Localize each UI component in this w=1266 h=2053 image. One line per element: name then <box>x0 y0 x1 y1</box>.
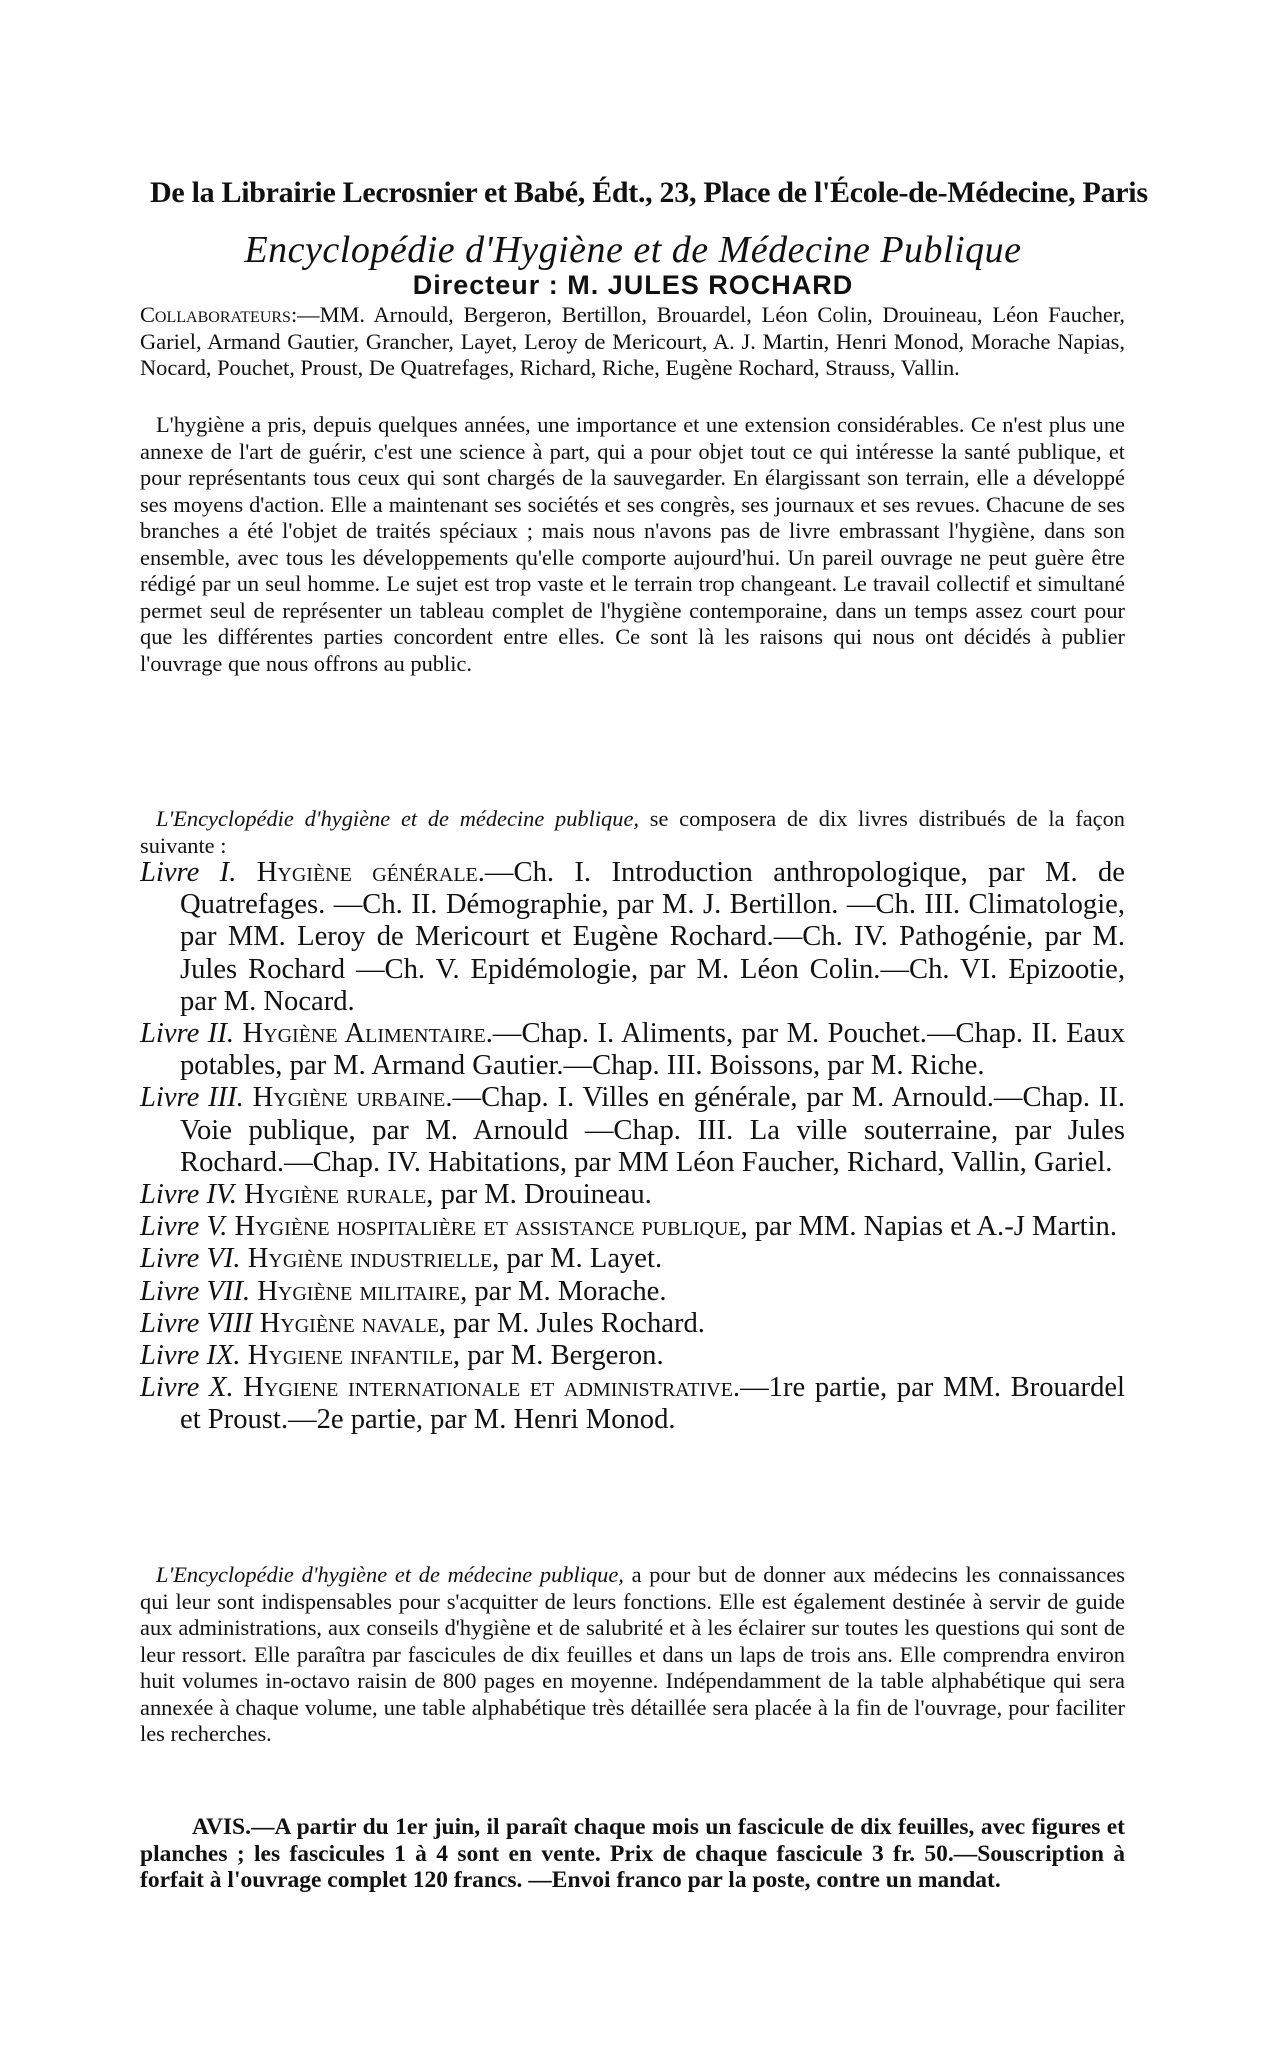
book-theme: Hygiène Alimentaire. <box>242 1018 493 1050</box>
encyclopedia-title-inline: L'Encyclopédie d'hygiène et de médecine publique, <box>156 1562 624 1587</box>
intro-text: L'hygiène a pris, depuis quelques années, une importance et une extension considérables. Ce n'est plus une annexe de l'art de guérir, c'est une science à part, qui a pour objet tout ce qui intéresse la santé publique, et pour représentants tous ceux qui sont chargés de la sauvegarder. En élargissant son terrain, elle a développé ses moyens d'action. Elle a maintenant ses sociétés et ses congrès, ses journaux et ses revues. Chacune de ses branches a été l'objet de traités spéciaux ; mais nous n'avons pas de livre embrassant l'hygiène, dans son ensemble, avec tous les développements qu'elle comporte aujourd'hui. Un pareil ouvrage ne peut guère être rédigé par un seul homme. Le sujet est trop vaste et le terrain trop changeant. Le travail collectif et simultané permet seul de représenter un tableau complet de l'hygiène contemporaine, dans un temps assez court pour que les différentes parties concordent entre elles. Ce sont là les raisons qui nous ont décidés à publier l'ouvrage que nous offrons au public. <box>140 412 1125 676</box>
book-theme: Hygiène hospitalière et assistance publique, <box>234 1211 748 1243</box>
book-theme: Hygiene internationale et administrative. <box>243 1372 741 1404</box>
book-number: Livre X. <box>140 1372 234 1404</box>
book-number: Livre III. <box>140 1082 244 1114</box>
book-contents: par M. Morache. <box>467 1275 667 1307</box>
book-theme: Hygiene infantile, <box>247 1340 461 1372</box>
book-contents: —Chap. I. Aliments, par M. Pouchet.—Chap. II. Eaux potables, par M. Armand Gautier.—Chap. III. Boissons, par M. Riche. <box>180 1018 1125 1082</box>
book-contents: —1re partie, par MM. Brouardel et Proust.—2e partie, par M. Henri Monod. <box>180 1372 1126 1436</box>
director-line: Directeur : M. JULES ROCHARD <box>412 270 854 300</box>
book-theme: Hygiène industrielle, <box>247 1243 500 1275</box>
distribution-text: se composera de dix livres distribués de la façon suivante : <box>140 806 1125 858</box>
book-contents: par M. Layet. <box>499 1243 663 1275</box>
book-contents: par M. Drouineau. <box>433 1179 652 1211</box>
list-item <box>140 1372 1125 1436</box>
book-theme: Hygiène rurale, <box>244 1179 434 1211</box>
encyclopedia-title-inline: L'Encyclopédie d'hygiène et de médecine publique, <box>156 806 639 831</box>
distribution-paragraph <box>140 806 1125 859</box>
book-number: Livre VIII <box>140 1307 253 1339</box>
book-contents: par MM. Napias et A.-J Martin. <box>747 1211 1117 1243</box>
list-item <box>140 1276 1125 1308</box>
publisher-line: De la Librairie Lecrosnier et Babé, Édt., 23, Place de l'École-de-Médecine, Paris <box>150 176 1148 209</box>
book-number: Livre I. <box>140 857 237 888</box>
book-contents: —Chap. I. Villes en générale, par M. Arnould.—Chap. II. Voie publique, par M. Arnould —Chap. III. La ville souterraine, par Jules Rochard.—Chap. IV. Habitations, par MM Léon Faucher, Richard, Vallin, Gariel. <box>180 1082 1125 1178</box>
list-item <box>140 1211 1125 1243</box>
book-theme: Hygiène urbaine. <box>252 1082 453 1114</box>
book-contents: —Ch. I. Introduction anthropologique, par M. de Quatrefages. —Ch. II. Démographie, par M. J. Bertillon. —Ch. III. Climatologie, par MM. Leroy de Mericourt et Eugène Rochard.—Ch. IV. Pathogénie, par M. Jules Rochard —Ch. V. Epidémologie, par M. Léon Colin.—Ch. VI. Epizootie, par M. Nocard. <box>180 857 1125 1017</box>
book-theme: Hygiène militaire, <box>257 1275 468 1307</box>
avis-text: AVIS.—A partir du 1er juin, il paraît chaque mois un fascicule de dix feuilles, avec figures et planches ; les fascicules 1 à 4 sont en vente. Prix de chaque fascicule 3 fr. 50.—Souscription à forfait à l'ouvrage complet 120 francs. —Envoi franco par la poste, contre un mandat. <box>140 1814 1125 1893</box>
list-item <box>140 857 1125 1018</box>
intro-paragraph <box>140 412 1125 677</box>
list-item <box>140 1308 1125 1340</box>
avis-notice <box>140 1814 1125 1894</box>
list-item <box>140 1082 1125 1179</box>
collaborators-list: —MM. Arnould, Bergeron, Bertillon, Brouardel, Léon Colin, Drouineau, Léon Faucher, Gariel, Armand Gautier, Grancher, Layet, Leroy de Mericourt, A. J. Martin, Henri Monod, Morache Napias, Nocard, Pouchet, Proust, De Quatrefages, Richard, Riche, Eugène Rochard, Strauss, Vallin. <box>140 302 1125 380</box>
book-number: Livre IX. <box>140 1340 241 1372</box>
list-item <box>140 1243 1125 1275</box>
list-item <box>140 1179 1125 1211</box>
list-item <box>140 1340 1125 1372</box>
book-theme: Hygiène générale. <box>256 857 485 888</box>
list-item <box>140 1018 1125 1082</box>
purpose-paragraph <box>140 1562 1125 1748</box>
collaborators-label: Collaborateurs: <box>140 302 298 327</box>
book-contents: par M. Jules Rochard. <box>446 1307 705 1339</box>
book-theme: Hygiène navale, <box>259 1307 447 1339</box>
book-number: Livre VI. <box>140 1243 241 1275</box>
book-number: Livre V. <box>140 1211 228 1243</box>
book-number: Livre IV. <box>140 1179 237 1211</box>
encyclopedia-title: Encyclopédie d'Hygiène et de Médecine Publique <box>244 229 1022 271</box>
book-number: Livre II. <box>140 1018 234 1050</box>
purpose-text: a pour but de donner aux médecins les connaissances qui leur sont indispensables pour s'acquitter de leurs fonctions. Elle est également destinée à servir de guide aux administrations, aux conseils d'hygiène et de salubrité et à les éclairer sur toutes les questions qui sont de leur ressort. Elle paraîtra par fascicules de dix feuilles et dans un laps de trois ans. Elle comprendra environ huit volumes in-octavo raisin de 800 pages en moyenne. Indépendamment de la table alphabétique qui sera annexée à chaque volume, une table alphabétique très détaillée sera placée à la fin de l'ouvrage, pour faciliter les recherches. <box>140 1562 1125 1746</box>
books-list <box>140 857 1125 1437</box>
book-contents: par M. Bergeron. <box>460 1340 664 1372</box>
book-number: Livre VII. <box>140 1275 251 1307</box>
collaborators-paragraph <box>140 302 1125 382</box>
